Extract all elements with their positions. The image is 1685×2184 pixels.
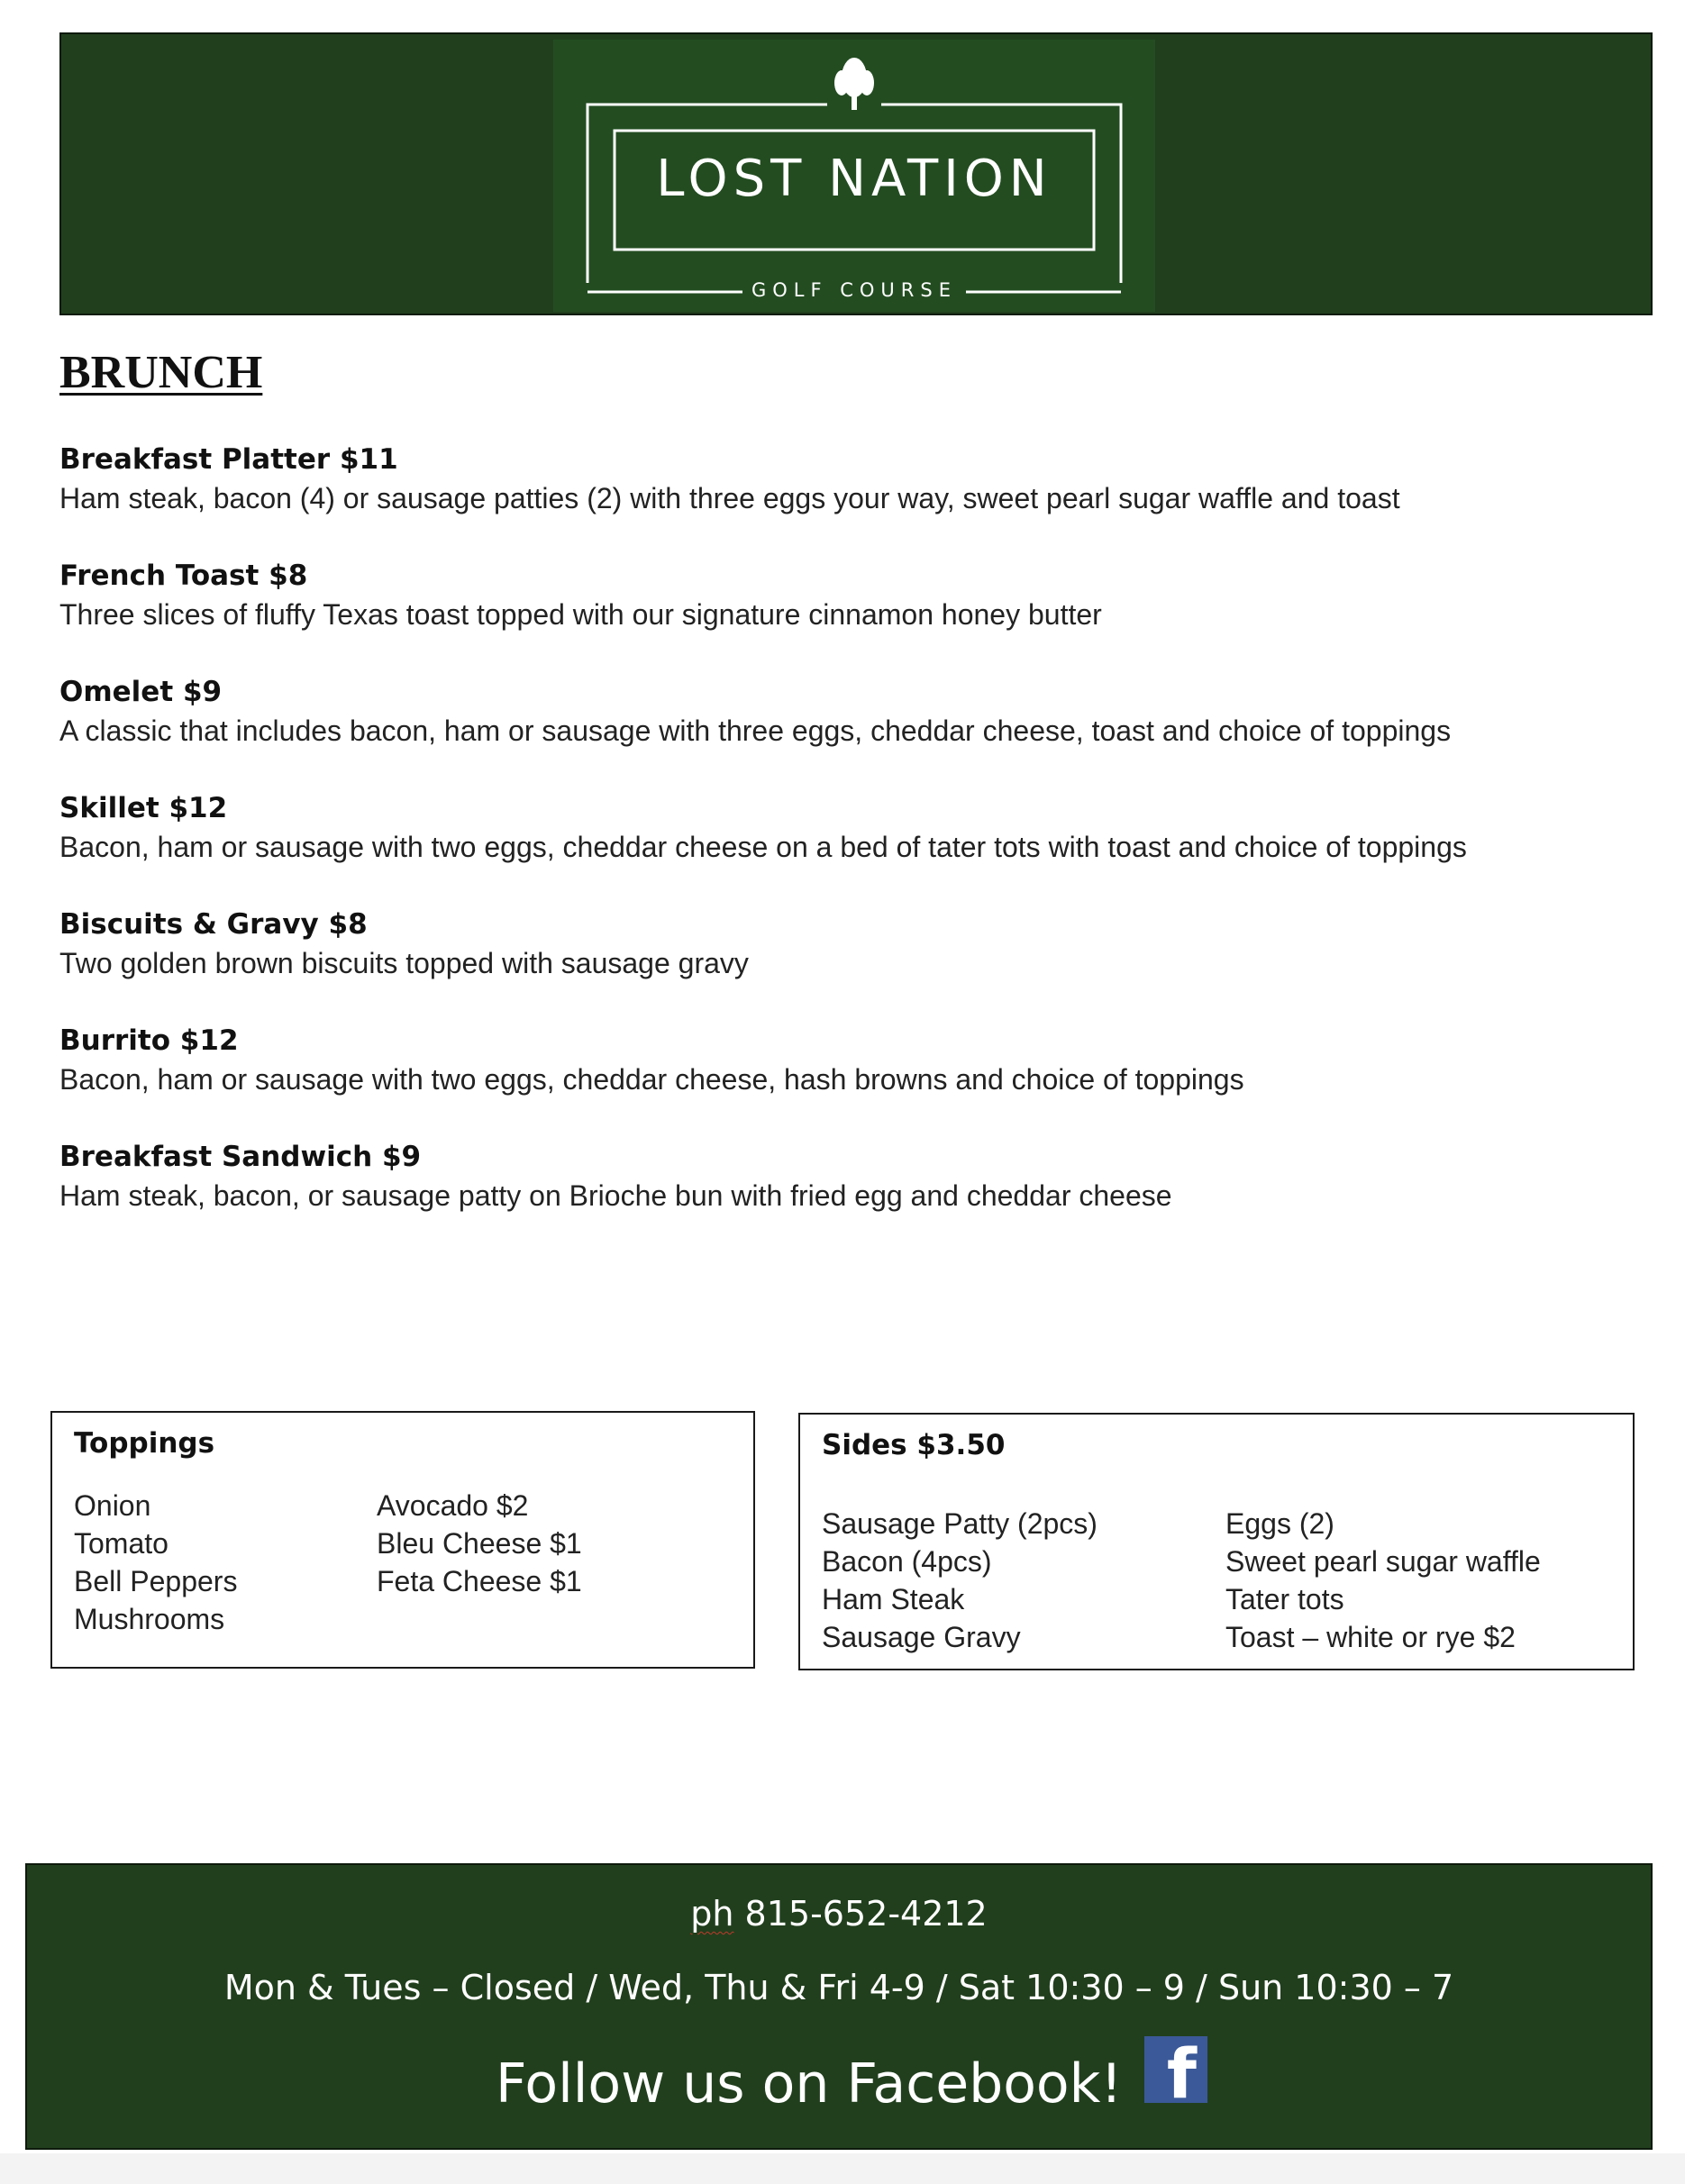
side-item: Eggs (2) <box>1225 1507 1334 1540</box>
topping-item: Onion <box>74 1489 151 1522</box>
topping-item: Feta Cheese $1 <box>377 1565 582 1597</box>
opening-hours: Mon & Tues – Closed / Wed, Thu & Fri 4-9 / Sat 10:30 – 9 / Sun 10:30 – 7 <box>223 1968 1454 2007</box>
toppings-column-1 <box>74 1487 237 1638</box>
side-item: Tater tots <box>1225 1583 1344 1615</box>
phone-label: ph <box>690 1894 734 1934</box>
footer-banner <box>25 1863 1653 2150</box>
sides-box <box>798 1413 1635 1670</box>
toppings-column-2 <box>377 1487 582 1600</box>
menu-item-name: Burrito $12 <box>59 1024 239 1057</box>
toppings-box <box>50 1411 755 1669</box>
menu-item-name: Breakfast Sandwich $9 <box>59 1141 422 1173</box>
phone-number[interactable]: 815-652-4212 <box>744 1894 988 1934</box>
side-item: Sausage Gravy <box>822 1621 1021 1653</box>
menu-item-name: Breakfast Platter $11 <box>59 443 398 476</box>
side-item: Ham Steak <box>822 1583 965 1615</box>
menu-item <box>59 441 1645 558</box>
menu-item-name: Skillet $12 <box>59 792 228 824</box>
topping-item: Bell Peppers <box>74 1565 238 1597</box>
menu-item <box>59 1023 1645 1139</box>
logo <box>553 40 1155 312</box>
menu-item-description: Ham steak, bacon (4) or sausage patties (2) with three eggs your way, sweet pearl sugar waffle and toast <box>59 482 1400 514</box>
section-title: BRUNCH <box>59 347 263 398</box>
menu-item-description: Two golden brown biscuits topped with sausage gravy <box>59 947 749 979</box>
topping-item: Mushrooms <box>74 1603 225 1635</box>
topping-item: Bleu Cheese $1 <box>377 1527 582 1560</box>
header-banner <box>59 32 1653 315</box>
side-item: Sausage Patty (2pcs) <box>822 1507 1098 1540</box>
facebook-glyph: f <box>1166 2034 1197 2114</box>
side-item: Bacon (4pcs) <box>822 1545 992 1578</box>
menu-item <box>59 790 1645 906</box>
logo-subtitle: GOLF COURSE <box>751 279 957 301</box>
menu-item-description: Three slices of fluffy Texas toast topped with our signature cinnamon honey butter <box>59 598 1102 631</box>
menu-item-name: Biscuits & Gravy $8 <box>59 908 368 941</box>
page-bottom-margin <box>0 2153 1685 2184</box>
phone-line <box>27 1894 1651 1934</box>
menu-item-name: French Toast $8 <box>59 560 308 592</box>
menu-item <box>59 1139 1645 1255</box>
facebook-follow-text: Follow us on Facebook! <box>496 2052 1123 2116</box>
menu-item-description: Ham steak, bacon, or sausage patty on Brioche bun with fried egg and cheddar cheese <box>59 1179 1172 1212</box>
menu-item-description: A classic that includes bacon, ham or sausage with three eggs, cheddar cheese, toast and choice of toppings <box>59 714 1452 747</box>
topping-item: Tomato <box>74 1527 168 1560</box>
menu-item-name: Omelet $9 <box>59 676 223 708</box>
menu-item <box>59 558 1645 674</box>
sides-column-1 <box>822 1505 1098 1656</box>
sides-title: Sides $3.50 <box>822 1429 1006 1461</box>
topping-item: Avocado $2 <box>377 1489 529 1522</box>
side-item: Sweet pearl sugar waffle <box>1225 1545 1541 1578</box>
menu-item <box>59 674 1645 790</box>
menu-item-description: Bacon, ham or sausage with two eggs, cheddar cheese on a bed of tater tots with toast and choice of toppings <box>59 831 1467 863</box>
facebook-icon[interactable] <box>1144 2034 1207 2114</box>
sides-column-2 <box>1225 1505 1541 1656</box>
menu-item <box>59 906 1645 1023</box>
logo-name: LOST NATION <box>656 150 1052 208</box>
toppings-title: Toppings <box>74 1427 215 1460</box>
side-item: Toast – white or rye $2 <box>1225 1621 1516 1653</box>
menu-list <box>59 441 1645 1255</box>
menu-item-description: Bacon, ham or sausage with two eggs, cheddar cheese, hash browns and choice of toppings <box>59 1063 1244 1096</box>
leaf-icon <box>834 58 874 110</box>
